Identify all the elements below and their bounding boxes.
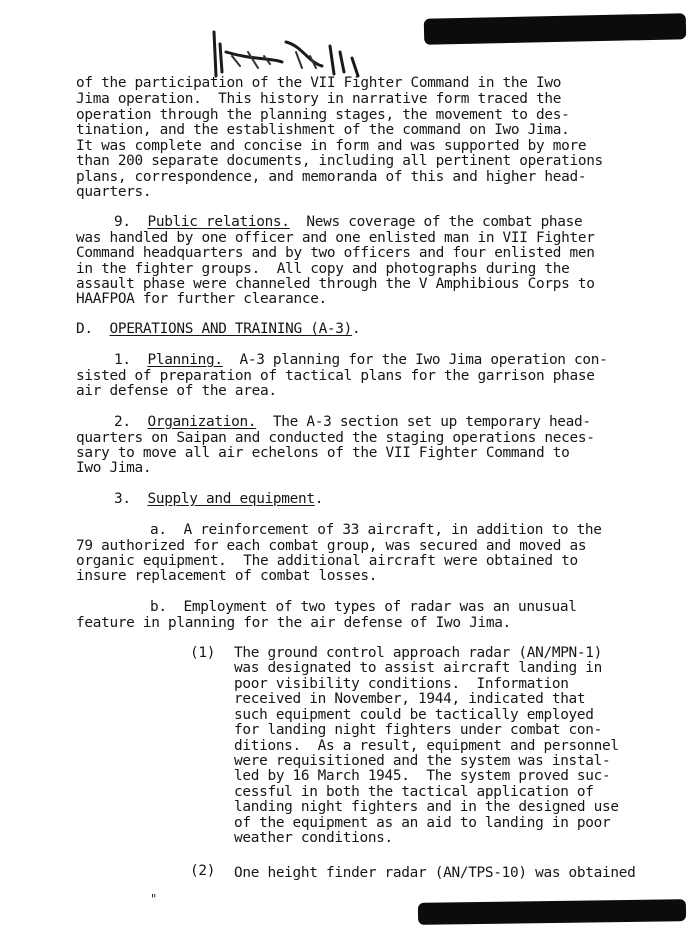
body-line: tination, and the establishment of the command on Iwo Jima. — [76, 122, 570, 138]
item-line: weather conditions. — [234, 830, 393, 846]
item-line: such equipment could be tactically employed — [234, 707, 594, 723]
body-line: sary to move all air echelons of the VII Fighter Command to — [76, 445, 570, 461]
item-line: were requisitioned and the system was instal- — [234, 753, 611, 769]
para-heading: Public relations. — [147, 214, 290, 230]
para-3a-first-line: a. A reinforcement of 33 aircraft, in addition to the — [150, 522, 602, 538]
item-1-label: (1) — [190, 645, 216, 661]
body-line: than 200 separate documents, including all pertinent operations — [76, 153, 603, 169]
item-line: cessful in both the tactical application of — [234, 784, 594, 800]
body-line: sisted of preparation of tactical plans for the garrison phase — [76, 368, 595, 384]
item-line: landing night fighters and in the designed use — [234, 799, 619, 815]
body-line: in the fighter groups. All copy and photographs during the — [76, 261, 570, 277]
body-line: plans, correspondence, and memoranda of this and higher head- — [76, 169, 587, 185]
item-line: ditions. As a result, equipment and personnel — [234, 738, 619, 754]
para-9-first-line: 9. Public relations. News coverage of the combat phase — [114, 214, 583, 230]
item-line: of the equipment as an aid to landing in poor — [234, 815, 611, 831]
item-2-label: (2) — [190, 863, 216, 879]
body-line: quarters on Saipan and conducted the staging operations neces- — [76, 430, 595, 446]
body-line: operation through the planning stages, the movement to des- — [76, 107, 570, 123]
section-d-heading: D. OPERATIONS AND TRAINING (A-3). — [76, 321, 361, 337]
body-line: feature in planning for the air defense of Iwo Jima. — [76, 615, 511, 631]
body-line: quarters. — [76, 184, 152, 200]
item-line: was designated to assist aircraft landing in — [234, 660, 603, 676]
body-line: 79 authorized for each combat group, was secured and moved as — [76, 538, 587, 554]
para-2-first-line: 2. Organization. The A-3 section set up temporary head- — [114, 414, 591, 430]
body-line: organic equipment. The additional aircraft were obtained to — [76, 553, 578, 569]
body-line: assault phase were channeled through the V Amphibious Corps to — [76, 276, 595, 292]
footer-mark: " — [150, 892, 158, 906]
body-line: of the participation of the VII Fighter Command in the Iwo — [76, 75, 562, 91]
para-3-heading: 3. Supply and equipment. — [114, 491, 324, 507]
para-number: 9. — [114, 214, 131, 230]
body-line: Jima operation. This history in narrative form traced the — [76, 91, 562, 107]
body-line: It was complete and concise in form and was supported by more — [76, 138, 587, 154]
body-line: air defense of the area. — [76, 383, 277, 399]
item-line: One height finder radar (AN/TPS-10) was obtained — [234, 865, 636, 881]
body-line: was handled by one officer and one enlisted man in VII Fighter — [76, 230, 595, 246]
item-line: received in November, 1944, indicated that — [234, 691, 586, 707]
body-line: Command headquarters and by two officers and four enlisted men — [76, 245, 595, 261]
body-line: insure replacement of combat losses. — [76, 568, 378, 584]
item-line: for landing night fighters under combat con- — [234, 722, 603, 738]
para-3b-first-line: b. Employment of two types of radar was an unusual — [150, 599, 577, 615]
body-line: Iwo Jima. — [76, 460, 152, 476]
body-line: HAAFPOA for further clearance. — [76, 291, 327, 307]
item-line: The ground control approach radar (AN/MPN-1) — [234, 645, 603, 661]
item-line: led by 16 March 1945. The system proved suc- — [234, 768, 611, 784]
para-1-first-line: 1. Planning. A-3 planning for the Iwo Jima operation con- — [114, 352, 608, 368]
item-line: poor visibility conditions. Information — [234, 676, 569, 692]
